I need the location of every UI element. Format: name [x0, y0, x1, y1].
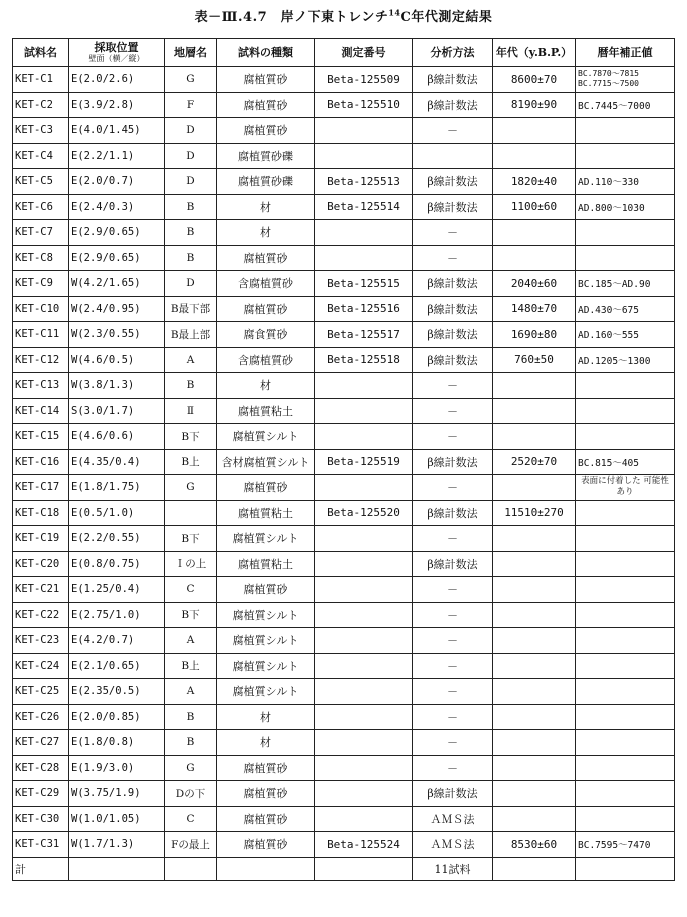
cell-sample-name: KET-C12: [13, 347, 69, 373]
cell-age: [493, 118, 576, 144]
cell-position: E(2.4/0.3): [69, 194, 165, 220]
table-row: [13, 704, 675, 730]
cell-age: [493, 806, 576, 832]
title-superscript: 14: [388, 7, 401, 18]
cell-age: [493, 781, 576, 807]
cell-type: 腐植質砂: [217, 577, 315, 603]
cell-lab-no: Beta-125513: [315, 169, 413, 195]
cell-layer: B: [165, 704, 217, 730]
cell-calibrated: BC.185～AD.90: [576, 271, 675, 297]
table-row: [13, 806, 675, 832]
cell-sample-name: KET-C5: [13, 169, 69, 195]
table-row: [13, 118, 675, 144]
cell-lab-no: [315, 679, 413, 705]
total-count: 11試料: [413, 857, 493, 880]
table-row: [13, 271, 675, 297]
cell-age: [493, 679, 576, 705]
table-row: [13, 500, 675, 526]
cell-age: 760±50: [493, 347, 576, 373]
cell-method: －: [413, 679, 493, 705]
header-row: [13, 39, 675, 67]
cell-method: β線計数法: [413, 781, 493, 807]
cell-calibrated: [576, 628, 675, 654]
cell-layer: B: [165, 245, 217, 271]
header-lab-no: 測定番号: [315, 39, 413, 67]
cell-position: W(4.2/1.65): [69, 271, 165, 297]
cell-sample-name: KET-C30: [13, 806, 69, 832]
cell-sample-name: KET-C13: [13, 373, 69, 399]
cell-calibrated: [576, 730, 675, 756]
cell-sample-name: KET-C2: [13, 92, 69, 118]
cell-position: W(4.6/0.5): [69, 347, 165, 373]
cell-lab-no: [315, 245, 413, 271]
cell-type: 腐植質砂: [217, 832, 315, 858]
cell-lab-no: [315, 526, 413, 552]
cell-age: [493, 730, 576, 756]
cell-sample-name: KET-C4: [13, 143, 69, 169]
cell-method: β線計数法: [413, 500, 493, 526]
cell-method: －: [413, 475, 493, 501]
table-row: [13, 602, 675, 628]
cell-layer: B: [165, 220, 217, 246]
table-row: [13, 577, 675, 603]
cell-sample-name: KET-C24: [13, 653, 69, 679]
cell-layer: B: [165, 730, 217, 756]
cell-age: [493, 628, 576, 654]
cell-calibrated: [576, 398, 675, 424]
cell-age: [493, 602, 576, 628]
cell-lab-no: [315, 373, 413, 399]
cell-type: 腐食質砂: [217, 322, 315, 348]
cell-calibrated: [576, 500, 675, 526]
cell-type: 腐植質砂: [217, 118, 315, 144]
cell-type: 腐植質シルト: [217, 424, 315, 450]
table-row: [13, 781, 675, 807]
cell-lab-no: [315, 755, 413, 781]
cell-lab-no: [315, 781, 413, 807]
cell-position: E(1.8/1.75): [69, 475, 165, 501]
table-row: [13, 169, 675, 195]
cell-sample-name: KET-C3: [13, 118, 69, 144]
cell-calibrated: [576, 602, 675, 628]
cell-method: β線計数法: [413, 322, 493, 348]
cell-lab-no: [315, 653, 413, 679]
title-text: 表－Ⅲ.4.7 岸ノ下東トレンチ: [194, 10, 389, 25]
table-row: [13, 551, 675, 577]
cell-age: 2520±70: [493, 449, 576, 475]
table-row: [13, 526, 675, 552]
cell-calibrated: BC.7595～7470: [576, 832, 675, 858]
cell-type: 腐植質砂: [217, 755, 315, 781]
total-row: [13, 857, 675, 880]
cell-layer: C: [165, 577, 217, 603]
table-row: [13, 653, 675, 679]
cell-sample-name: KET-C27: [13, 730, 69, 756]
cell-calibrated: [576, 679, 675, 705]
cell-position: E(0.8/0.75): [69, 551, 165, 577]
cell-age: 8530±60: [493, 832, 576, 858]
cell-method: －: [413, 526, 493, 552]
cell-sample-name: KET-C23: [13, 628, 69, 654]
cell-calibrated: [576, 577, 675, 603]
cell-age: 11510±270: [493, 500, 576, 526]
table-row: [13, 424, 675, 450]
cell-age: [493, 755, 576, 781]
cell-age: 1100±60: [493, 194, 576, 220]
cell-position: E(4.35/0.4): [69, 449, 165, 475]
cell-sample-name: KET-C6: [13, 194, 69, 220]
cell-method: β線計数法: [413, 169, 493, 195]
cell-lab-no: Beta-125524: [315, 832, 413, 858]
cell-sample-name: KET-C31: [13, 832, 69, 858]
cell-lab-no: Beta-125517: [315, 322, 413, 348]
cell-layer: D: [165, 118, 217, 144]
cell-type: 含腐植質砂: [217, 347, 315, 373]
cell-layer: B上: [165, 653, 217, 679]
cell-layer: A: [165, 347, 217, 373]
cell-position: E(2.2/0.55): [69, 526, 165, 552]
cell-type: 腐植質粘土: [217, 500, 315, 526]
header-position-sub: 壁面（横／縦）: [88, 54, 145, 63]
cell-position: E(2.9/0.65): [69, 245, 165, 271]
cell-age: [493, 526, 576, 552]
cell-layer: G: [165, 475, 217, 501]
cell-lab-no: [315, 704, 413, 730]
cell-calibrated: BC.7445～7000: [576, 92, 675, 118]
cell-age: [493, 143, 576, 169]
cell-lab-no: Beta-125514: [315, 194, 413, 220]
title-tail: C年代測定結果: [400, 10, 493, 25]
cell-age: [493, 577, 576, 603]
cell-layer: Ｉの上: [165, 551, 217, 577]
cell-method: －: [413, 653, 493, 679]
cell-position: E(2.75/1.0): [69, 602, 165, 628]
cell-position: E(2.0/2.6): [69, 67, 165, 93]
cell-type: 材: [217, 730, 315, 756]
cell-type: 腐植質シルト: [217, 526, 315, 552]
table-row: [13, 347, 675, 373]
cell-sample-name: KET-C8: [13, 245, 69, 271]
cell-type: 腐植質砂: [217, 245, 315, 271]
cell-calibrated: AD.160～555: [576, 322, 675, 348]
cell-method: －: [413, 730, 493, 756]
cell-method: －: [413, 602, 493, 628]
cell-sample-name: KET-C15: [13, 424, 69, 450]
cell-type: 含腐植質砂: [217, 271, 315, 297]
cell-method: β線計数法: [413, 347, 493, 373]
cell-method: ＡＭＳ法: [413, 806, 493, 832]
cell-calibrated: [576, 781, 675, 807]
header-method: 分析方法: [413, 39, 493, 67]
cell-sample-name: KET-C7: [13, 220, 69, 246]
cell-age: [493, 475, 576, 501]
cell-age: 8190±90: [493, 92, 576, 118]
cell-method: －: [413, 577, 493, 603]
cell-type: 腐植質砂: [217, 296, 315, 322]
cell-sample-name: KET-C16: [13, 449, 69, 475]
cell-position: E(2.9/0.65): [69, 220, 165, 246]
cell-method: β線計数法: [413, 271, 493, 297]
cell-type: 腐植質粘土: [217, 398, 315, 424]
cell-layer: B: [165, 194, 217, 220]
cell-position: E(2.1/0.65): [69, 653, 165, 679]
cell-type: 材: [217, 220, 315, 246]
cell-method: －: [413, 373, 493, 399]
cell-calibrated: [576, 755, 675, 781]
cell-position: W(1.0/1.05): [69, 806, 165, 832]
cell-lab-no: Beta-125510: [315, 92, 413, 118]
cell-position: E(1.25/0.4): [69, 577, 165, 603]
cell-position: E(1.9/3.0): [69, 755, 165, 781]
cell-sample-name: KET-C10: [13, 296, 69, 322]
cell-position: E(2.2/1.1): [69, 143, 165, 169]
cell-layer: C: [165, 806, 217, 832]
cell-sample-name: KET-C20: [13, 551, 69, 577]
cell-type: 腐植質シルト: [217, 628, 315, 654]
cell-position: S(3.0/1.7): [69, 398, 165, 424]
cell-calibrated: [576, 424, 675, 450]
cell-lab-no: [315, 220, 413, 246]
cell-layer: B: [165, 373, 217, 399]
cell-position: E(3.9/2.8): [69, 92, 165, 118]
cell-calibrated: [576, 220, 675, 246]
cell-sample-name: KET-C26: [13, 704, 69, 730]
table-row: [13, 322, 675, 348]
cell-type: 腐植質砂: [217, 67, 315, 93]
cell-calibrated: [576, 704, 675, 730]
results-table: [12, 38, 675, 881]
table-row: [13, 628, 675, 654]
cell-sample-name: KET-C17: [13, 475, 69, 501]
cell-layer: B下: [165, 424, 217, 450]
cell-sample-name: KET-C25: [13, 679, 69, 705]
cell-sample-name: KET-C11: [13, 322, 69, 348]
cell-sample-name: KET-C22: [13, 602, 69, 628]
cell-method: －: [413, 424, 493, 450]
table-row: [13, 67, 675, 93]
cell-age: 8600±70: [493, 67, 576, 93]
header-type: 試料の種類: [217, 39, 315, 67]
cell-age: [493, 373, 576, 399]
cell-calibrated: [576, 373, 675, 399]
cell-calibrated: [576, 526, 675, 552]
cell-type: 腐植質砂礫: [217, 143, 315, 169]
cell-sample-name: KET-C9: [13, 271, 69, 297]
cell-layer: Fの最上: [165, 832, 217, 858]
cell-calibrated: [576, 653, 675, 679]
cell-type: 腐植質砂: [217, 781, 315, 807]
cell-calibrated: AD.430～675: [576, 296, 675, 322]
cell-lab-no: [315, 730, 413, 756]
table-row: [13, 679, 675, 705]
cell-age: 1820±40: [493, 169, 576, 195]
cell-calibrated: AD.110～330: [576, 169, 675, 195]
cell-layer: B下: [165, 602, 217, 628]
cell-type: 材: [217, 194, 315, 220]
cell-calibrated: [576, 118, 675, 144]
cell-calibrated: [576, 143, 675, 169]
cell-calibrated: AD.800～1030: [576, 194, 675, 220]
cell-method: －: [413, 755, 493, 781]
cell-lab-no: [315, 475, 413, 501]
header-sample-name: 試料名: [13, 39, 69, 67]
cell-method: ＡＭＳ法: [413, 832, 493, 858]
table-row: [13, 92, 675, 118]
cell-lab-no: Beta-125516: [315, 296, 413, 322]
cell-position: E(2.35/0.5): [69, 679, 165, 705]
cell-type: 腐植質シルト: [217, 679, 315, 705]
cell-age: [493, 424, 576, 450]
cell-lab-no: [315, 118, 413, 144]
cell-position: E(1.8/0.8): [69, 730, 165, 756]
cell-lab-no: [315, 398, 413, 424]
cell-position: W(3.8/1.3): [69, 373, 165, 399]
cell-layer: D: [165, 169, 217, 195]
cell-position: W(3.75/1.9): [69, 781, 165, 807]
table-row: [13, 475, 675, 501]
cell-calibrated: AD.1205～1300: [576, 347, 675, 373]
cell-type: 腐植質シルト: [217, 602, 315, 628]
cell-calibrated: [576, 551, 675, 577]
cell-age: [493, 653, 576, 679]
cell-layer: Ⅱ: [165, 398, 217, 424]
cell-position: W(2.3/0.55): [69, 322, 165, 348]
cell-position: E(4.2/0.7): [69, 628, 165, 654]
cell-sample-name: KET-C14: [13, 398, 69, 424]
cell-calibrated: [576, 806, 675, 832]
cell-position: E(4.6/0.6): [69, 424, 165, 450]
cell-lab-no: [315, 577, 413, 603]
cell-sample-name: KET-C19: [13, 526, 69, 552]
cell-layer: B最上部: [165, 322, 217, 348]
table-row: [13, 194, 675, 220]
table-row: [13, 296, 675, 322]
cell-position: W(2.4/0.95): [69, 296, 165, 322]
cell-type: 材: [217, 704, 315, 730]
cell-age: 1480±70: [493, 296, 576, 322]
cell-lab-no: [315, 602, 413, 628]
cell-layer: D: [165, 271, 217, 297]
cell-method: －: [413, 398, 493, 424]
cell-age: [493, 704, 576, 730]
cell-lab-no: [315, 143, 413, 169]
cell-method: β線計数法: [413, 67, 493, 93]
cell-method: －: [413, 628, 493, 654]
cell-type: 腐植質粘土: [217, 551, 315, 577]
cell-lab-no: Beta-125515: [315, 271, 413, 297]
cell-method: －: [413, 245, 493, 271]
cell-layer: F: [165, 92, 217, 118]
cell-age: 2040±60: [493, 271, 576, 297]
cell-layer: G: [165, 755, 217, 781]
header-age: 年代（y.B.P.）: [493, 39, 576, 67]
table-title: [0, 6, 687, 25]
cell-type: 含材腐植質シルト: [217, 449, 315, 475]
table-row: [13, 220, 675, 246]
cell-type: 腐植質シルト: [217, 653, 315, 679]
table-row: [13, 245, 675, 271]
cell-layer: Dの下: [165, 781, 217, 807]
cell-layer: [165, 500, 217, 526]
cell-layer: B最下部: [165, 296, 217, 322]
cell-position: W(1.7/1.3): [69, 832, 165, 858]
cell-type: 腐植質砂: [217, 806, 315, 832]
cell-layer: D: [165, 143, 217, 169]
cell-layer: B下: [165, 526, 217, 552]
table-row: [13, 398, 675, 424]
cell-layer: A: [165, 679, 217, 705]
cell-calibrated: 表面に付着した 可能性あり: [576, 475, 675, 501]
table-row: [13, 373, 675, 399]
cell-sample-name: KET-C18: [13, 500, 69, 526]
cell-layer: G: [165, 67, 217, 93]
cell-layer: B上: [165, 449, 217, 475]
cell-lab-no: [315, 806, 413, 832]
cell-age: 1690±80: [493, 322, 576, 348]
cell-lab-no: [315, 424, 413, 450]
cell-age: [493, 245, 576, 271]
header-position: 採取位置 壁面（横／縦）: [69, 39, 165, 67]
cell-age: [493, 220, 576, 246]
cell-lab-no: Beta-125509: [315, 67, 413, 93]
cell-method: β線計数法: [413, 296, 493, 322]
cell-sample-name: KET-C29: [13, 781, 69, 807]
cell-position: E(2.0/0.7): [69, 169, 165, 195]
cell-calibrated: BC.815～405: [576, 449, 675, 475]
table-row: [13, 755, 675, 781]
cell-position: E(2.0/0.85): [69, 704, 165, 730]
cell-method: β線計数法: [413, 449, 493, 475]
cell-sample-name: KET-C1: [13, 67, 69, 93]
header-calibrated: 暦年補正値: [576, 39, 675, 67]
cell-lab-no: Beta-125520: [315, 500, 413, 526]
cell-method: [413, 143, 493, 169]
cell-position: E(0.5/1.0): [69, 500, 165, 526]
table-row: [13, 143, 675, 169]
cell-lab-no: Beta-125518: [315, 347, 413, 373]
cell-type: 材: [217, 373, 315, 399]
cell-layer: A: [165, 628, 217, 654]
cell-calibrated: [576, 245, 675, 271]
table-row: [13, 449, 675, 475]
cell-age: [493, 398, 576, 424]
cell-lab-no: Beta-125519: [315, 449, 413, 475]
cell-lab-no: [315, 628, 413, 654]
cell-position: E(4.0/1.45): [69, 118, 165, 144]
table-row: [13, 730, 675, 756]
cell-method: β線計数法: [413, 194, 493, 220]
cell-method: β線計数法: [413, 92, 493, 118]
total-label: 計: [13, 857, 69, 880]
cell-type: 腐植質砂: [217, 475, 315, 501]
cell-type: 腐植質砂礫: [217, 169, 315, 195]
cell-sample-name: KET-C21: [13, 577, 69, 603]
cell-type: 腐植質砂: [217, 92, 315, 118]
cell-age: [493, 551, 576, 577]
cell-method: －: [413, 220, 493, 246]
cell-sample-name: KET-C28: [13, 755, 69, 781]
cell-lab-no: [315, 551, 413, 577]
table-row: [13, 832, 675, 858]
cell-method: －: [413, 704, 493, 730]
cell-method: β線計数法: [413, 551, 493, 577]
cell-calibrated: BC.7870～7815 BC.7715～7500: [576, 67, 675, 93]
cell-method: －: [413, 118, 493, 144]
header-layer: 地層名: [165, 39, 217, 67]
